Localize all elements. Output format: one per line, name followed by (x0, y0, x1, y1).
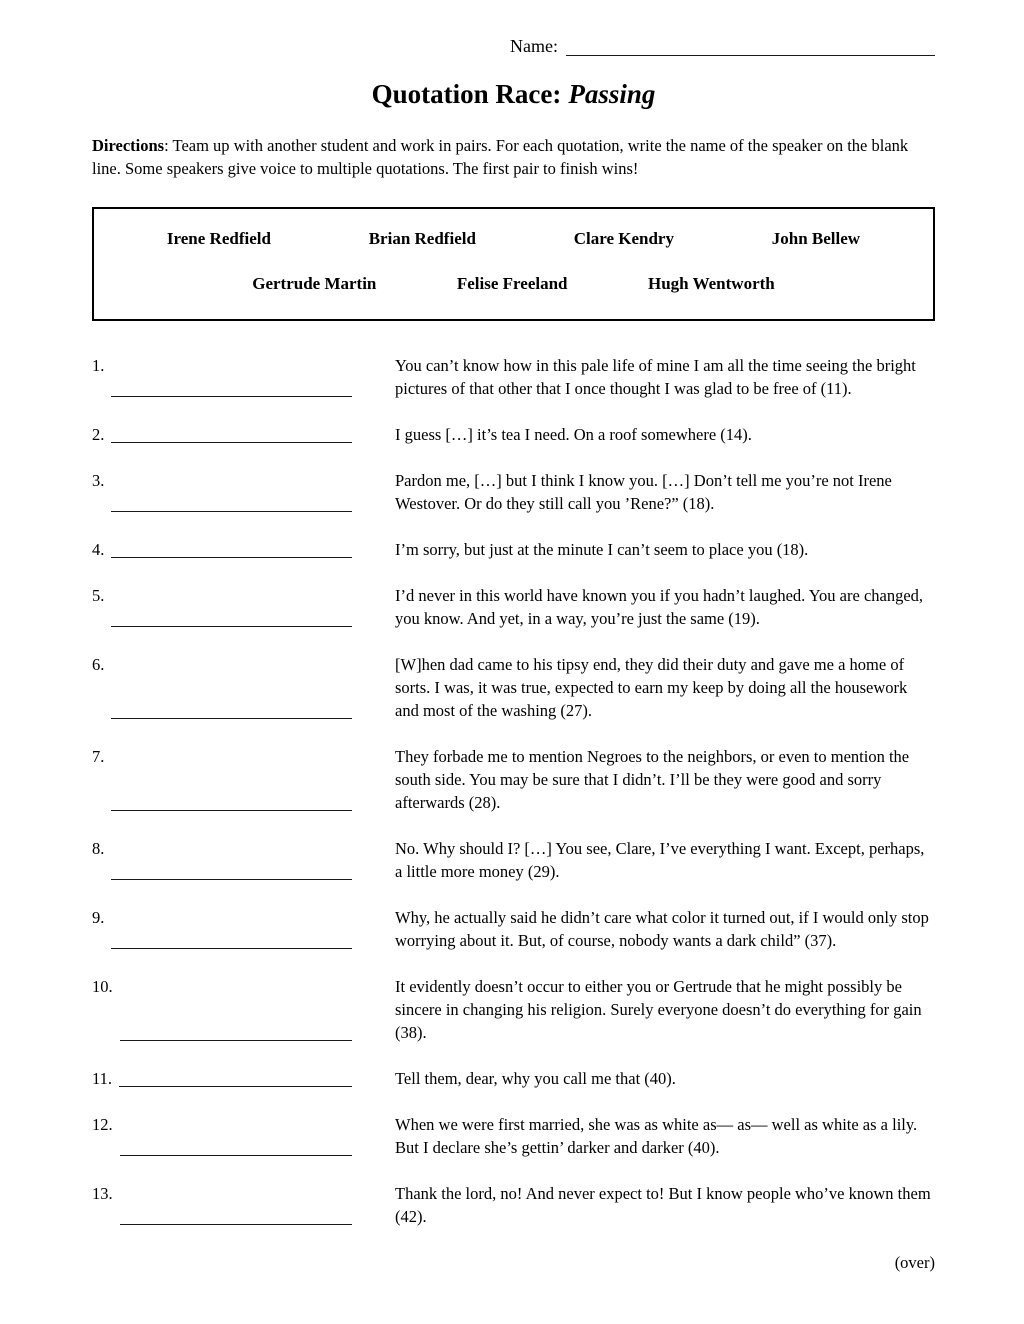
question-number: 12. (92, 1115, 113, 1134)
quotation-text: They forbade me to mention Negroes to the neighbors, or even to mention the south side. You may be sure that I didn’t. I’ll be they were good and sorry afterwards (28). (395, 747, 910, 812)
name-blank-line (566, 34, 935, 56)
name-bank-item: Clare Kendry (573, 229, 674, 248)
question-row (92, 745, 935, 814)
quotation-text: I’m sorry, but just at the minute I can’t seem to place you (18). (395, 540, 809, 559)
answer-blank-line (111, 538, 352, 558)
question-number: 11. (92, 1069, 113, 1088)
directions (92, 134, 935, 180)
answer-area (92, 1113, 352, 1159)
question-row (92, 653, 935, 722)
answer-area (92, 653, 352, 722)
question-number: 7. (92, 747, 105, 766)
question-list (92, 354, 935, 1228)
answer-area (92, 745, 352, 814)
question-number: 9. (92, 908, 105, 927)
name-row (510, 34, 935, 58)
question-number: 8. (92, 839, 105, 858)
quotation-text: It evidently doesn’t occur to either you or Gertrude that he might possibly be sincere in changing his religion. Surely everyone doesn’t do everything for gain (38). (395, 977, 922, 1042)
answer-blank-line (111, 584, 352, 627)
answer-area (92, 423, 352, 446)
name-bank-box (92, 207, 935, 321)
answer-blank-line (119, 1067, 352, 1087)
answer-blank-line (120, 1182, 352, 1225)
quotation-text: Thank the lord, no! And never expect to! But I know people who’ve known them (42). (395, 1184, 931, 1226)
question-row (92, 423, 935, 446)
question-row (92, 975, 935, 1044)
name-bank-item: Irene Redfield (166, 229, 271, 248)
question-number: 1. (92, 356, 105, 375)
name-bank-item: John Bellew (771, 229, 861, 248)
quotation-text: When we were first married, she was as white as— as— well as white as a lily. But I declare she’s gettin’ darker and darker (40). (395, 1115, 918, 1157)
question-row (92, 837, 935, 883)
question-number: 3. (92, 471, 105, 490)
name-bank-row-1 (94, 227, 933, 250)
name-bank-item: Brian Redfield (368, 229, 476, 248)
directions-label: Directions (92, 136, 165, 155)
quotation-text: You can’t know how in this pale life of mine I am all the time seeing the bright pictures of that other that I once thought I was glad to be free of (11). (395, 356, 916, 398)
answer-blank-line (111, 354, 352, 397)
question-row (92, 1182, 935, 1228)
directions-text: : Team up with another student and work in pairs. For each quotation, write the name of the speaker on the blank line. Some speakers give voice to multiple quotations. The first pair to finish wins! (92, 136, 909, 178)
question-row (92, 906, 935, 952)
answer-blank-line (111, 653, 352, 719)
question-row (92, 469, 935, 515)
answer-blank-line (111, 745, 352, 811)
answer-blank-line (111, 423, 352, 443)
answer-blank-line (120, 1113, 352, 1156)
name-bank-item: Gertrude Martin (252, 274, 377, 293)
quotation-text: [W]hen dad came to his tipsy end, they did their duty and gave me a home of sorts. I was, it was true, expected to earn my keep by doing all the housework and most of the washing (27). (395, 655, 908, 720)
question-row (92, 584, 935, 630)
answer-area (92, 1067, 352, 1090)
answer-blank-line (111, 469, 352, 512)
answer-area (92, 469, 352, 515)
question-number: 5. (92, 586, 105, 605)
answer-area (92, 538, 352, 561)
answer-area (92, 906, 352, 952)
answer-blank-line (120, 975, 352, 1041)
book-title-italic: Passing (568, 79, 656, 109)
quotation-text: Tell them, dear, why you call me that (40). (395, 1069, 676, 1088)
question-number: 10. (92, 977, 113, 996)
quotation-text: Pardon me, […] but I think I know you. […] Don’t tell me you’re not Irene Westover. Or do they still call you ’Rene?” (18). (395, 471, 892, 513)
question-row (92, 354, 935, 400)
answer-area (92, 354, 352, 400)
question-number: 2. (92, 425, 105, 444)
question-number: 6. (92, 655, 105, 674)
quotation-text: I guess […] it’s tea I need. On a roof somewhere (14). (395, 425, 752, 444)
answer-area (92, 1182, 352, 1228)
name-bank-item: Hugh Wentworth (648, 274, 775, 293)
quotation-text: I’d never in this world have known you if you hadn’t laughed. You are changed, you know. And yet, in a way, you’re just the same (19). (395, 586, 924, 628)
answer-blank-line (111, 906, 352, 949)
answer-area (92, 975, 352, 1044)
question-row (92, 1067, 935, 1090)
question-number: 13. (92, 1184, 113, 1203)
answer-area (92, 584, 352, 630)
answer-blank-line (111, 837, 352, 880)
quotation-text: No. Why should I? […] You see, Clare, I’ve everything I want. Except, perhaps, a little more money (29). (395, 839, 925, 881)
name-bank-item: Felise Freeland (456, 274, 568, 293)
question-row (92, 538, 935, 561)
question-number: 4. (92, 540, 105, 559)
quotation-text: Why, he actually said he didn’t care what color it turned out, if I would only stop worrying about it. But, of course, nobody wants a dark child” (37). (395, 908, 929, 950)
over-footer: (over) (894, 1253, 935, 1272)
name-bank-row-2 (94, 272, 933, 295)
name-label: Name: (510, 36, 558, 56)
page-title-text: Quotation Race: (371, 79, 562, 109)
question-row (92, 1113, 935, 1159)
answer-area (92, 837, 352, 883)
page-title (92, 79, 935, 109)
